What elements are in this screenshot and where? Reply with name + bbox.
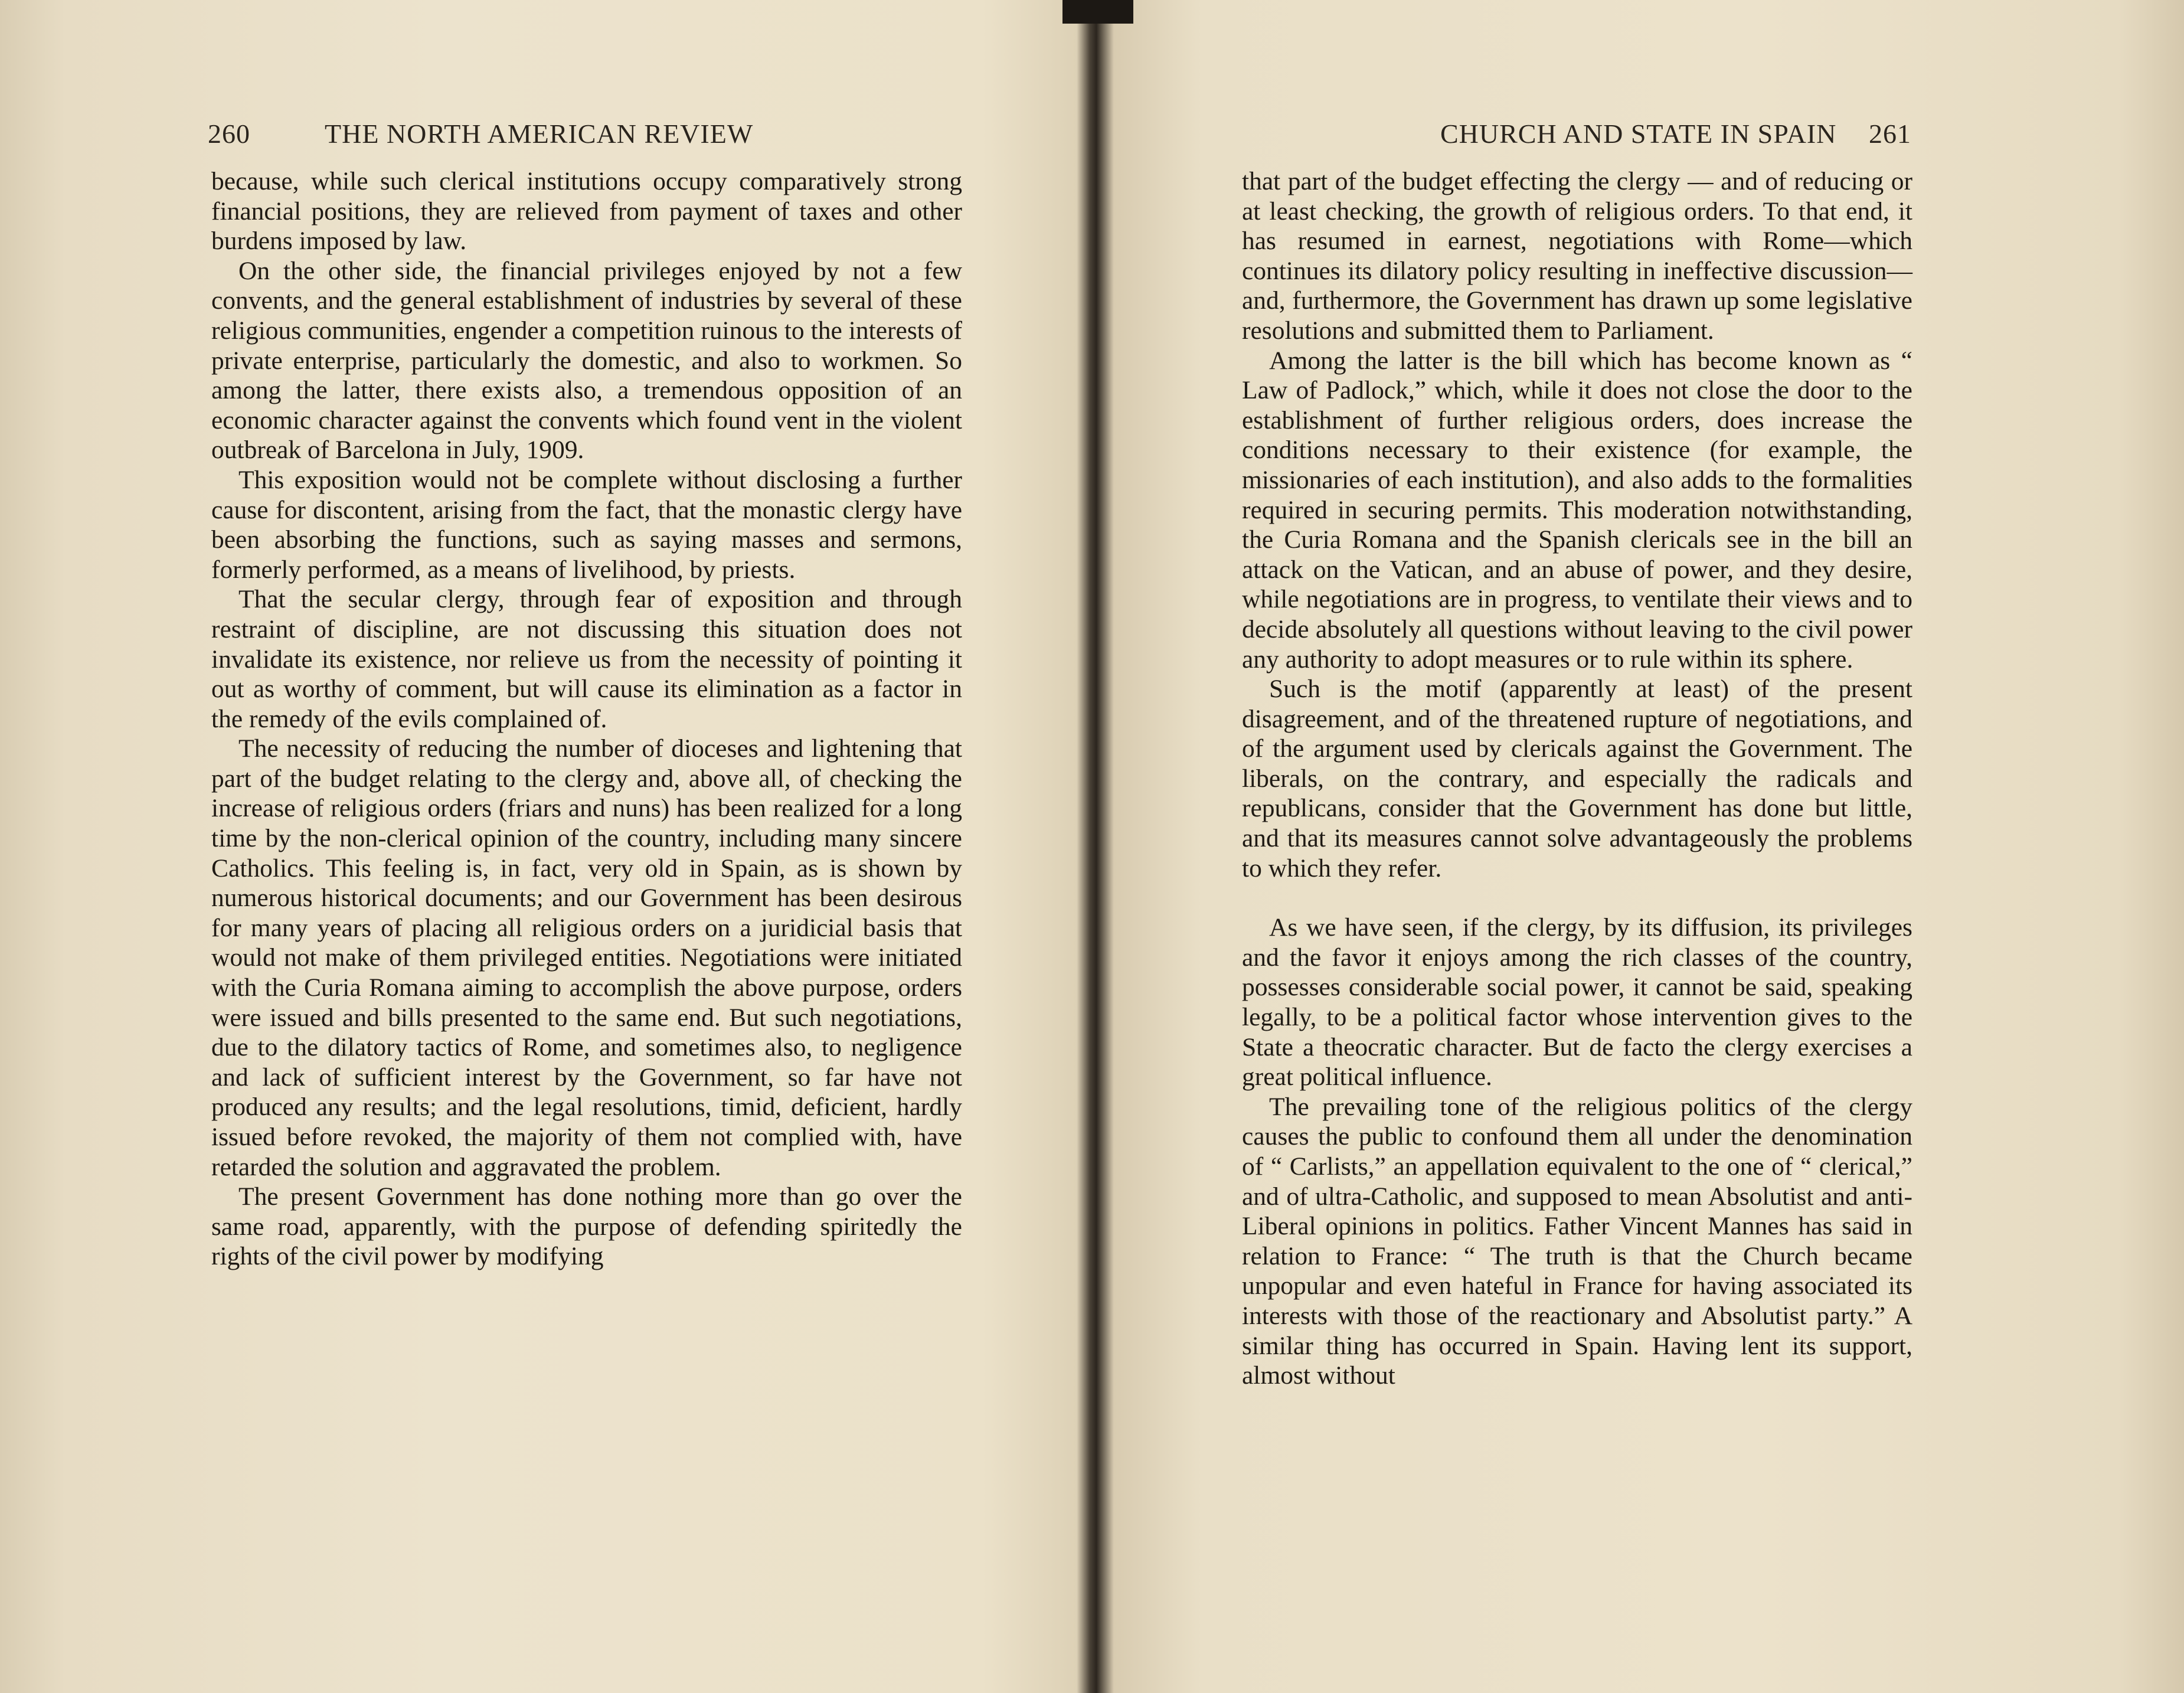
page-number: 260	[208, 119, 250, 149]
paragraph: That the secular clergy, through fear of exposition and through restraint of discipline, are not discussing this situation does not invalidate its existence, nor relieve us from the necessity of pointing it out as worthy of comment, but will cause its elimination as a factor in the remedy of the evils complained of.	[211, 585, 962, 733]
paragraph: that part of the budget effecting the clergy — and of reducing or at least checking, the growth of religious orders. To that end, it has resumed in earnest, negotiations with Rome—which continues its dilatory policy resulting in ineffective discussion—and, furthermore, the Government has drawn up some legislative resolutions and submitted them to Parliament.	[1242, 167, 1912, 345]
left-page-header	[208, 118, 845, 157]
paragraph: The present Government has done nothing more than go over the same road, apparently, with the purpose of defending spiritedly the rights of the civil power by modifying	[211, 1182, 962, 1271]
paragraph: On the other side, the financial privileges enjoyed by not a few convents, and the general establishment of industries by several of these religious communities, engender a competition ruinous to the interests of private enterprise, particularly the domestic, and also to workmen. So among the latter, there exists also, a tremendous opposition of an economic character against the convents which found vent in the violent outbreak of Barcelona in July, 1909.	[211, 256, 962, 465]
running-head: THE NORTH AMERICAN REVIEW	[325, 119, 754, 149]
right-page	[1104, 0, 2184, 1693]
paragraph: because, while such clerical institutions occupy comparatively strong financial positions, they are relieved from payment of taxes and other burdens imposed by law.	[211, 167, 962, 256]
paragraph: As we have seen, if the clergy, by its diffusion, its privileges and the favor it enjoys among the rich classes of the country, possesses considerable social power, it cannot be said, speaking legally, to be a political factor whose intervention gives to the State a theocratic character. But de facto the clergy exercises a great political influence.	[1242, 913, 1912, 1091]
paragraph: This exposition would not be complete without disclosing a further cause for discontent, arising from the fact, that the monastic clergy have been absorbing the functions, such as saying masses and sermons, formerly performed, as a means of livelihood, by priests.	[211, 465, 962, 584]
right-page-body	[1242, 166, 1912, 1391]
right-page-header	[1364, 118, 1954, 157]
running-head: CHURCH AND STATE IN SPAIN	[1440, 119, 1837, 149]
page-number: 261	[1869, 119, 1911, 149]
paragraph: Such is the motif (apparently at least) of the present disagreement, and of the threatened rupture of negotiations, and of the argument used by clericals against the Government. The liberals, on the contrary, and especially the radicals and republicans, consider that the Government has done but little, and that its measures cannot solve advantageously the problems to which they refer.	[1242, 675, 1912, 883]
paragraph: Among the latter is the bill which has become known as “ Law of Padlock,” which, while it does not close the door to the establishment of further religious orders, does increase the conditions necessary to their existence (for example, the missionaries of each institution), and also adds to the formalities required in securing permits. This moderation notwithstanding, the Curia Romana and the Spanish clericals see in the bill an attack on the Vatican, and an abuse of power, and they desire, while negotiations are in progress, to ventilate their views and to decide absolutely all questions without leaving to the civil power any authority to adopt measures or to rule within its sphere.	[1242, 346, 1912, 674]
paragraph: The prevailing tone of the religious politics of the clergy causes the public to confound them all under the denomination of “ Carlists,” an appellation equivalent to the one of “ clerical,” and of ultra-Catholic, and supposed to mean Absolutist and anti-Liberal opinions in politics. Father Vincent Mannes has said in relation to France: “ The truth is that the Church became unpopular and even hateful in France for having associated its interests with those of the reactionary and Absolutist party.” A similar thing has occurred in Spain. Having lent its support, almost without	[1242, 1092, 1912, 1390]
left-page-body	[211, 166, 962, 1272]
paragraph: The necessity of reducing the number of dioceses and lightening that part of the budget relating to the clergy and, above all, of checking the increase of religious orders (friars and nuns) has been realized for a long time by the non-clerical opinion of the country, including many sincere Catholics. This feeling is, in fact, very old in Spain, as is shown by numerous historical documents; and our Government has been desirous for many years of placing all religious orders on a juridicial basis that would not make of them privileged entities. Negotiations were initiated with the Curia Romana aiming to accomplish the above purpose, orders were issued and bills presented to the same end. But such negotiations, due to the dilatory tactics of Rome, and sometimes also, to negligence and lack of sufficient interest by the Government, so far have not produced any results; and the legal resolutions, timid, deficient, hardly issued before revoked, the majority of them not complied with, have retarded the solution and aggravated the problem.	[211, 734, 962, 1181]
left-page	[0, 0, 1080, 1693]
